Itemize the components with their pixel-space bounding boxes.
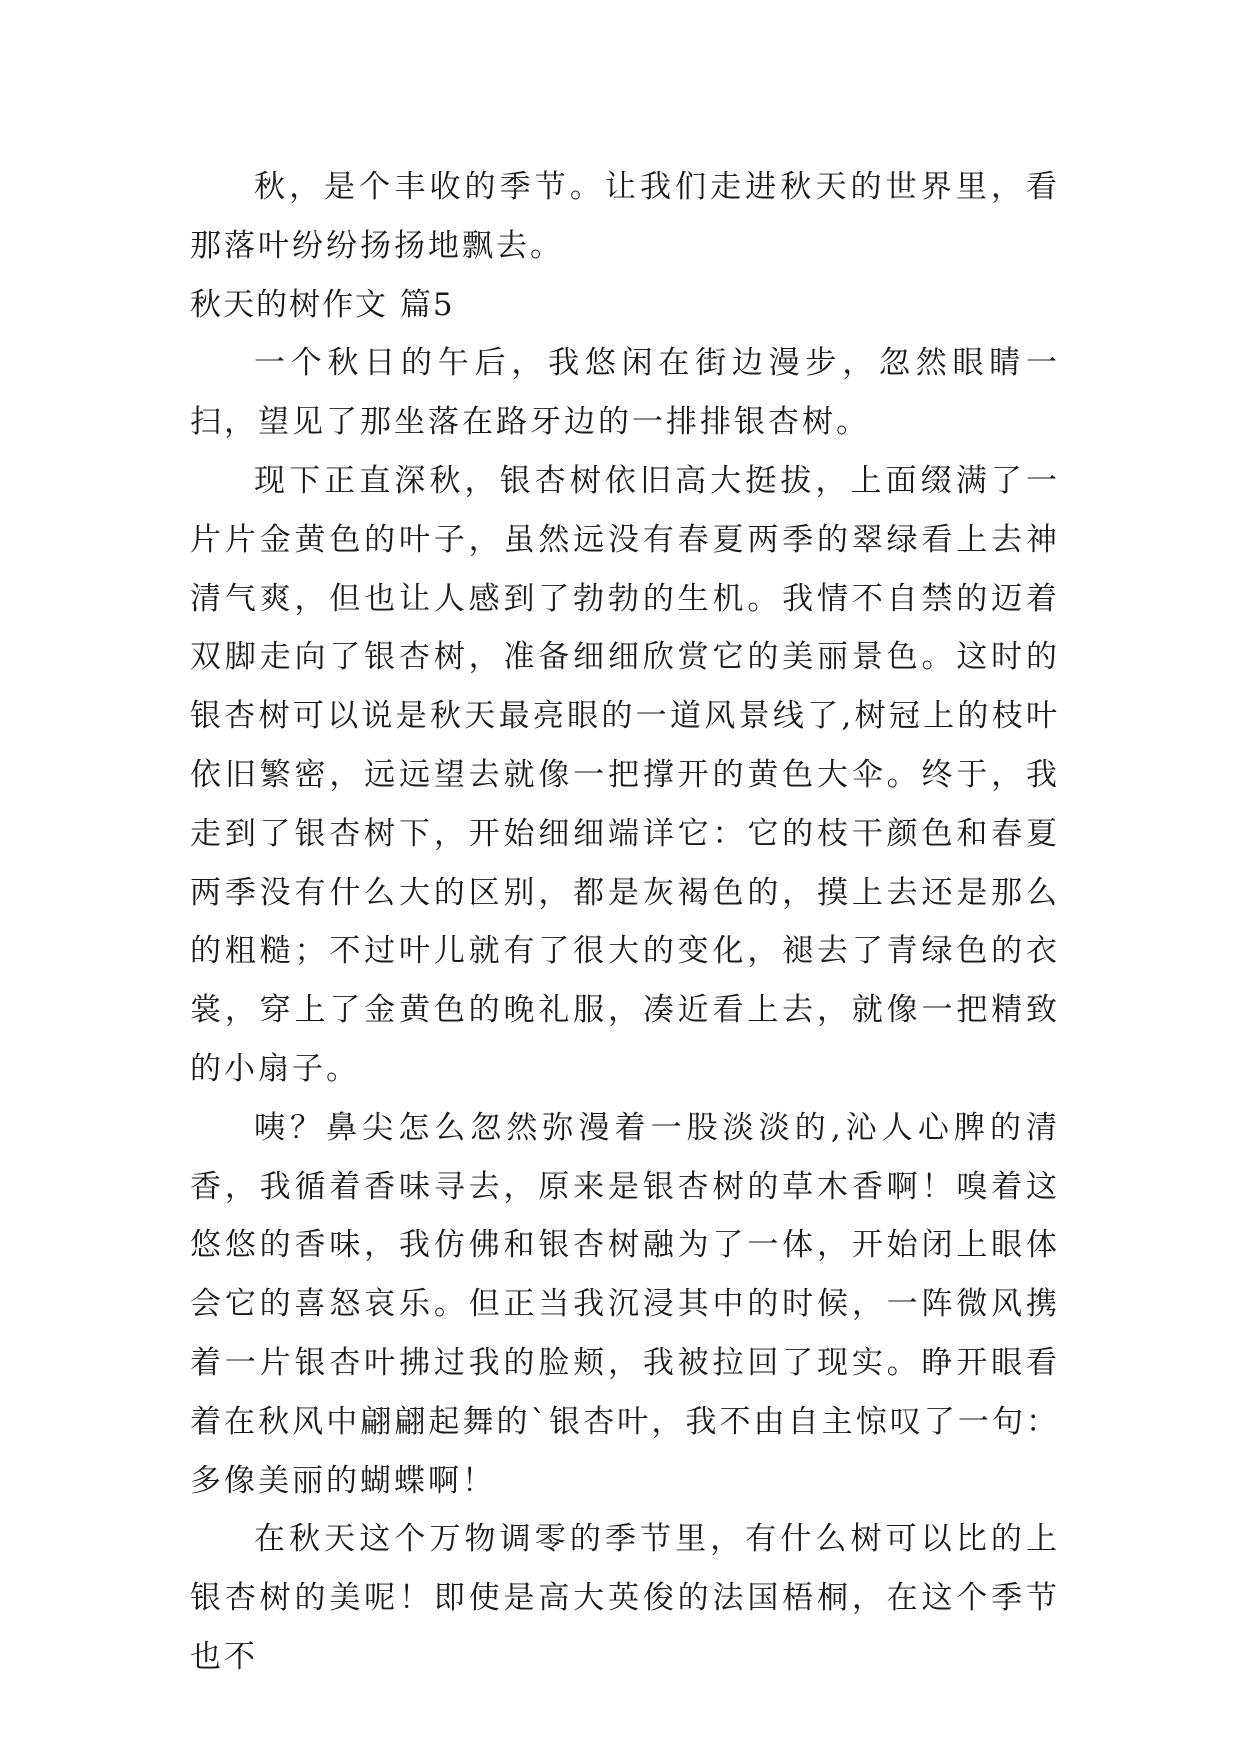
paragraph-4: 在秋天这个万物调零的季节里，有什么树可以比的上银杏树的美呢！即使是高大英俊的法国梧桐，在这个季节也不 <box>190 1521 1060 1675</box>
paragraph-2: 现下正直深秋，银杏树依旧高大挺拔，上面缀满了一片片金黄色的叶子，虽然远没有春夏两季的翠绿看上去神清气爽，但也让人感到了勃勃的生机。我情不自禁的迈着双脚走向了银杏树，准备细细欣赏它的美丽景色。这时的银杏树可以说是秋天最亮眼的一道风景线了,树冠上的枝叶依旧繁密，远远望去就像一把撑开的黄色大伞。终于，我走到了银杏树下，开始细细端详它：它的枝干颜色和春夏两季没有什么大的区别，都是灰褐色的，摸上去还是那么的粗糙；不过叶儿就有了很大的变化，褪去了青绿色的衣裳，穿上了金黄色的晚礼服，凑近看上去，就像一把精致的小扇子。 <box>190 462 1060 1087</box>
section-heading: 秋天的树作文 篇5 <box>190 286 455 323</box>
paragraph-intro: 秋，是个丰收的季节。让我们走进秋天的世界里，看那落叶纷纷扬扬地飘去。 <box>190 169 1060 264</box>
paragraph-1: 一个秋日的午后，我悠闲在街边漫步，忽然眼睛一扫，望见了那坐落在路牙边的一排排银杏树。 <box>190 345 1060 441</box>
document-body <box>190 158 1060 1687</box>
paragraph-3: 咦？鼻尖怎么忽然弥漫着一股淡淡的,沁人心脾的清香，我循着香味寻去，原来是银杏树的草木香啊！嗅着这悠悠的香味，我仿佛和银杏树融为了一体，开始闭上眼体会它的喜怒哀乐。但正当我沉浸其中的时候，一阵微风携着一片银杏叶拂过我的脸颊，我被拉回了现实。睁开眼看着在秋风中翩翩起舞的`银杏叶，我不由自主惊叹了一句：多像美丽的蝴蝶啊！ <box>190 1109 1060 1499</box>
